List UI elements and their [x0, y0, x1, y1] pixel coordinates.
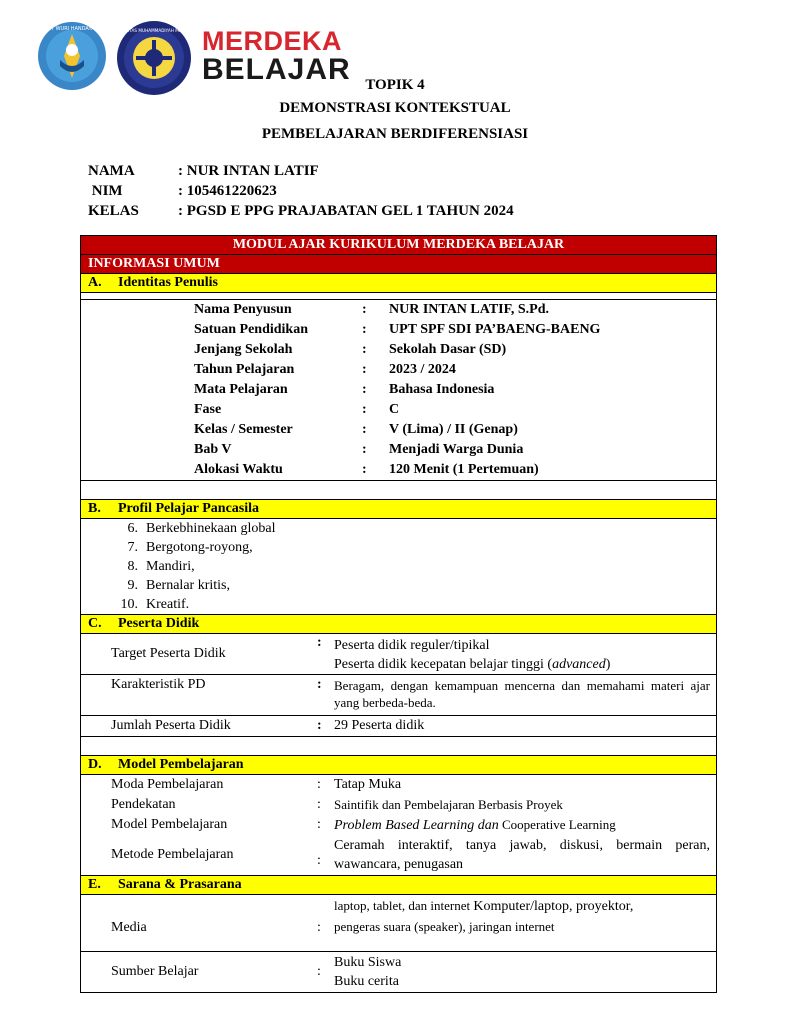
identitas-row: [194, 460, 716, 480]
list-item: [111, 576, 716, 595]
list-number: 10.: [120, 596, 138, 612]
identitas-sep: :: [362, 302, 367, 317]
target-value-1: Peserta didik reguler/tipikal: [334, 637, 490, 653]
row-colon: :: [317, 777, 321, 792]
section-letter: A.: [88, 275, 102, 290]
identitas-row: [194, 340, 716, 360]
identitas-key: Nama Penyusun: [194, 302, 292, 317]
list-text: Berkebhinekaan global: [146, 520, 276, 536]
row-key: Metode Pembelajaran: [111, 847, 234, 862]
merdeka-word: MERDEKA: [202, 26, 343, 56]
jumlah-row: [81, 716, 717, 737]
list-text: Bernalar kritis,: [146, 577, 230, 593]
identitas-row: [194, 420, 716, 440]
row-key: Media: [111, 920, 147, 935]
row-key: Pendekatan: [111, 797, 176, 812]
identitas-value: UPT SPF SDI PA’BAENG-BAENG: [389, 322, 601, 337]
info-umum-header: INFORMASI UMUM: [81, 255, 717, 274]
sumber-value-2: Buku cerita: [334, 974, 399, 989]
identitas-key: Satuan Pendidikan: [194, 322, 308, 337]
profil-pelajar-list: [81, 519, 717, 615]
row-value: Saintifik dan Pembelajaran Berbasis Proyek: [334, 797, 563, 812]
identitas-value: C: [389, 402, 400, 417]
section-title: Profil Pelajar Pancasila: [118, 501, 260, 516]
media-value-1b: Komputer/laptop, proyektor,: [473, 899, 634, 914]
row-key: Jumlah Peserta Didik: [111, 718, 231, 733]
row-key: Model Pembelajaran: [111, 817, 228, 832]
identity-label: KELAS: [88, 203, 139, 219]
list-text: Mandiri,: [146, 558, 195, 574]
list-text: Kreatif.: [146, 596, 190, 612]
identity-label: NIM: [88, 183, 123, 199]
identitas-key: Bab V: [194, 442, 232, 457]
spacer-row: [81, 481, 717, 500]
identity-value: : PGSD E PPG PRAJABATAN GEL 1 TAHUN 2024: [178, 203, 514, 219]
identitas-key: Jenjang Sekolah: [194, 342, 293, 357]
table-main-title: MODUL AJAR KURIKULUM MERDEKA BELAJAR: [81, 236, 717, 255]
identitas-row: [194, 380, 716, 400]
identitas-value: Menjadi Warga Dunia: [389, 442, 524, 457]
row-colon: :: [317, 797, 321, 812]
identity-row-kelas: [88, 203, 514, 223]
target-value-2c: ): [605, 656, 611, 672]
student-identity: [88, 163, 514, 223]
list-item: [111, 557, 716, 576]
row-colon: :: [317, 677, 322, 692]
list-item: [111, 595, 716, 614]
list-number: 9.: [127, 577, 138, 593]
identitas-sep: :: [362, 402, 367, 417]
identitas-row: [194, 360, 716, 380]
identitas-row: [194, 300, 716, 320]
identitas-sep: :: [362, 322, 367, 337]
list-item: [111, 519, 716, 538]
sumber-belajar-row: [81, 952, 717, 993]
target-value-2b: advanced: [552, 656, 606, 672]
row-key: Moda Pembelajaran: [111, 777, 224, 792]
section-d-header: [81, 756, 717, 775]
section-title: Model Pembelajaran: [118, 757, 244, 772]
target-peserta-row: [81, 634, 717, 675]
identitas-sep: :: [362, 362, 367, 377]
media-value-1a: laptop, tablet, dan internet: [334, 898, 474, 913]
identity-value: : 105461220623: [178, 183, 277, 199]
section-c-header: [81, 615, 717, 634]
list-number: 8.: [127, 558, 138, 574]
row-colon: :: [317, 635, 322, 650]
target-value-2a: Peserta didik kecepatan belajar tinggi (: [334, 656, 553, 672]
unismuh-logo-text: UNIVERSITAS MUHAMMADIYAH MAKASSAR: [109, 28, 199, 33]
identitas-sep: :: [362, 342, 367, 357]
sumber-value-1: Buku Siswa: [334, 955, 402, 970]
row-key: Target Peserta Didik: [111, 646, 226, 661]
identitas-key: Fase: [194, 402, 222, 417]
doc-title-pembelajaran: PEMBELAJARAN BERDIFERENSIASI: [261, 126, 529, 142]
identitas-sep: :: [362, 442, 367, 457]
section-title: Peserta Didik: [118, 616, 200, 631]
row-value: Cooperative Learning: [498, 816, 616, 832]
doc-title-demonstrasi: DEMONSTRASI KONTEKSTUAL: [279, 100, 511, 116]
identitas-value: V (Lima) / II (Genap): [389, 422, 518, 437]
section-e-header: [81, 876, 717, 895]
section-title: Identitas Penulis: [118, 275, 218, 290]
section-b-header: [81, 500, 717, 519]
section-title: Sarana & Prasarana: [118, 877, 242, 892]
spacer-row: [81, 737, 717, 756]
identitas-value: 120 Menit (1 Pertemuan): [389, 462, 539, 477]
doc-title-topik: TOPIK 4: [365, 77, 425, 93]
identity-row-nim: [88, 183, 514, 203]
identitas-value: 2023 / 2024: [389, 362, 456, 377]
row-key: Karakteristik PD: [111, 677, 206, 692]
row-colon: :: [317, 718, 322, 733]
identitas-value: Bahasa Indonesia: [389, 382, 495, 397]
identitas-value: Sekolah Dasar (SD): [389, 342, 507, 357]
row-value: Ceramah interaktif, tanya jawab, diskusi, bermain peran, wawancara, penugasan: [334, 838, 710, 872]
identitas-sep: :: [362, 382, 367, 397]
identitas-value: NUR INTAN LATIF, S.Pd.: [389, 302, 549, 317]
spacer-row: [81, 293, 717, 300]
row-colon: :: [317, 817, 321, 832]
section-letter: B.: [88, 501, 101, 516]
identity-value: : NUR INTAN LATIF: [178, 163, 319, 179]
identitas-sep: :: [362, 422, 367, 437]
media-value-2: pengeras suara (speaker), jaringan internet: [334, 919, 555, 934]
kemdikbud-logo-text: TUT WURI HANDAYANI: [44, 26, 100, 32]
row-value: 29 Peserta didik: [334, 718, 425, 733]
identitas-key: Alokasi Waktu: [194, 462, 283, 477]
list-number: 6.: [127, 520, 138, 536]
identitas-key: Tahun Pelajaran: [194, 362, 295, 377]
model-pembelajaran-body: [81, 775, 717, 876]
karakteristik-row: [81, 675, 717, 716]
row-value-italic: Problem Based Learning dan: [334, 817, 499, 833]
media-row: [81, 895, 717, 952]
identity-label: NAMA: [88, 163, 135, 179]
list-item: [111, 538, 716, 557]
belajar-word: BELAJAR: [202, 53, 351, 86]
modul-ajar-table: [80, 235, 717, 993]
identitas-row: [194, 440, 716, 460]
identitas-row: [194, 400, 716, 420]
identitas-key: Mata Pelajaran: [194, 382, 288, 397]
section-a-header: [81, 274, 717, 293]
section-letter: D.: [88, 757, 102, 772]
row-colon: :: [317, 964, 321, 979]
section-letter: C.: [88, 616, 102, 631]
list-text: Bergotong-royong,: [146, 539, 253, 555]
row-colon: :: [317, 853, 321, 868]
row-colon: :: [317, 920, 321, 935]
identitas-key: Kelas / Semester: [194, 422, 293, 437]
identitas-penulis-body: [81, 300, 717, 481]
row-value: Beragam, dengan kemampuan mencerna dan memahami materi ajar yang berbeda-beda.: [334, 678, 710, 710]
list-number: 7.: [127, 539, 138, 555]
section-letter: E.: [88, 877, 101, 892]
row-value: Tatap Muka: [334, 777, 402, 792]
row-key: Sumber Belajar: [111, 964, 199, 979]
identitas-sep: :: [362, 462, 367, 477]
identity-row-nama: [88, 163, 514, 183]
identitas-row: [194, 320, 716, 340]
